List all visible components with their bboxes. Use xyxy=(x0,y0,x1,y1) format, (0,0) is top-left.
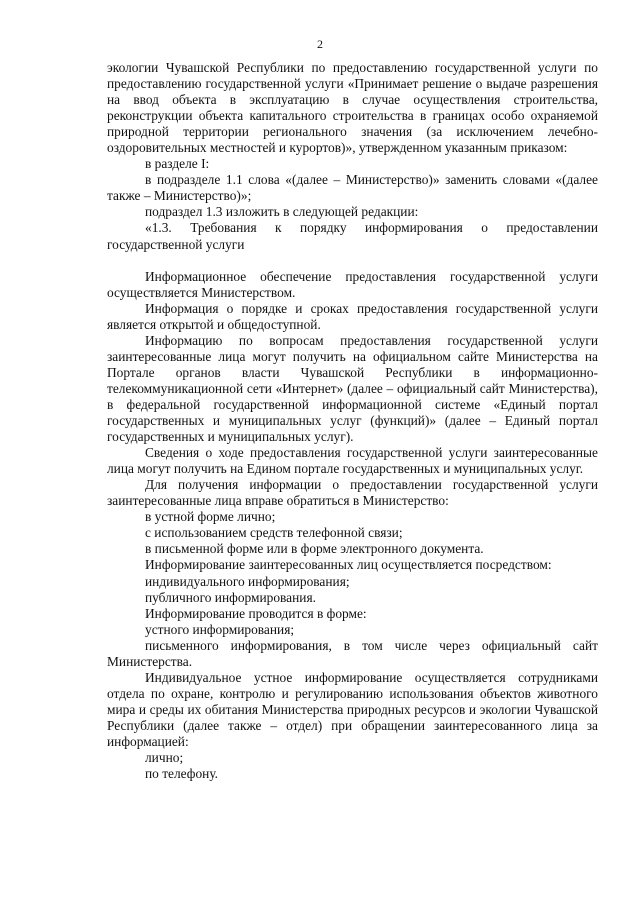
paragraph: по телефону. xyxy=(145,766,219,782)
paragraph: подраздел 1.3 изложить в следующей редакции: xyxy=(145,204,419,220)
document-body xyxy=(107,60,598,782)
paragraph: в разделе I: xyxy=(145,156,210,172)
paragraph: в подразделе 1.1 слова «(далее – Министерство)» заменить словами «(далее также – Министерство)»; xyxy=(107,172,598,204)
paragraph: в письменной форме или в форме электронного документа. xyxy=(145,541,484,557)
paragraph: лично; xyxy=(145,750,184,766)
paragraph: Информирование проводится в форме: xyxy=(145,605,367,621)
paragraph: Сведения о ходе предоставления государственной услуги заинтересованные лица могут получить на Едином портале государственных и муниципальных услуг. xyxy=(107,445,598,477)
blank-line xyxy=(107,253,598,269)
paragraph: экологии Чувашской Республики по предоставлению государственной услуги по предоставлению государственной услуги «Принимает решение о выдаче разрешения на ввод объекта в эксплуатацию в случае осуществления строительства, реконструкции объекта капитального строительства в границах особо охраняемой природной территории регионального значения (за исключением лечебно-оздоровительных местностей и курортов)», утвержденном указанным приказом: xyxy=(107,60,598,156)
paragraph: Для получения информации о предоставлении государственной услуги заинтересованные лица вправе обратиться в Министерство: xyxy=(107,477,598,509)
paragraph: в устной форме лично; xyxy=(145,509,276,525)
paragraph: Информацию по вопросам предоставления государственной услуги заинтересованные лица могут получить на официальном сайте Министерства на Портале органов власти Чувашской Республики в информационно-телекоммуникационной сети «Интернет» (далее – официальный сайт Министерства), в федеральной государственной информационной системе «Единый портал государственных и муниципальных услуг (функций)» (далее – Единый портал государственных и муниципальных услуг). xyxy=(107,332,598,445)
paragraph: Информационное обеспечение предоставления государственной услуги осуществляется Министерством. xyxy=(107,268,598,300)
paragraph: письменного информирования, в том числе через официальный сайт Министерства. xyxy=(107,637,598,669)
paragraph: Информация о порядке и сроках предоставления государственной услуги является открытой и общедоступной. xyxy=(107,300,598,332)
paragraph: с использованием средств телефонной связи; xyxy=(145,525,403,541)
paragraph: публичного информирования. xyxy=(145,589,316,605)
paragraph: Информирование заинтересованных лиц осуществляется посредством: xyxy=(145,557,552,573)
page-number: 2 xyxy=(317,37,323,51)
paragraph: устного информирования; xyxy=(145,621,295,637)
paragraph: «1.3. Требования к порядку информирования о предоставлении государственной услуги xyxy=(107,220,598,252)
paragraph: индивидуального информирования; xyxy=(145,573,350,589)
paragraph: Индивидуальное устное информирование осуществляется сотрудниками отдела по охране, контролю и регулированию использования объектов животного мира и среды их обитания Министерства природных ресурсов и экологии Чувашской Республики (далее также – отдел) при обращении заинтересованного лица за информацией: xyxy=(107,669,598,749)
